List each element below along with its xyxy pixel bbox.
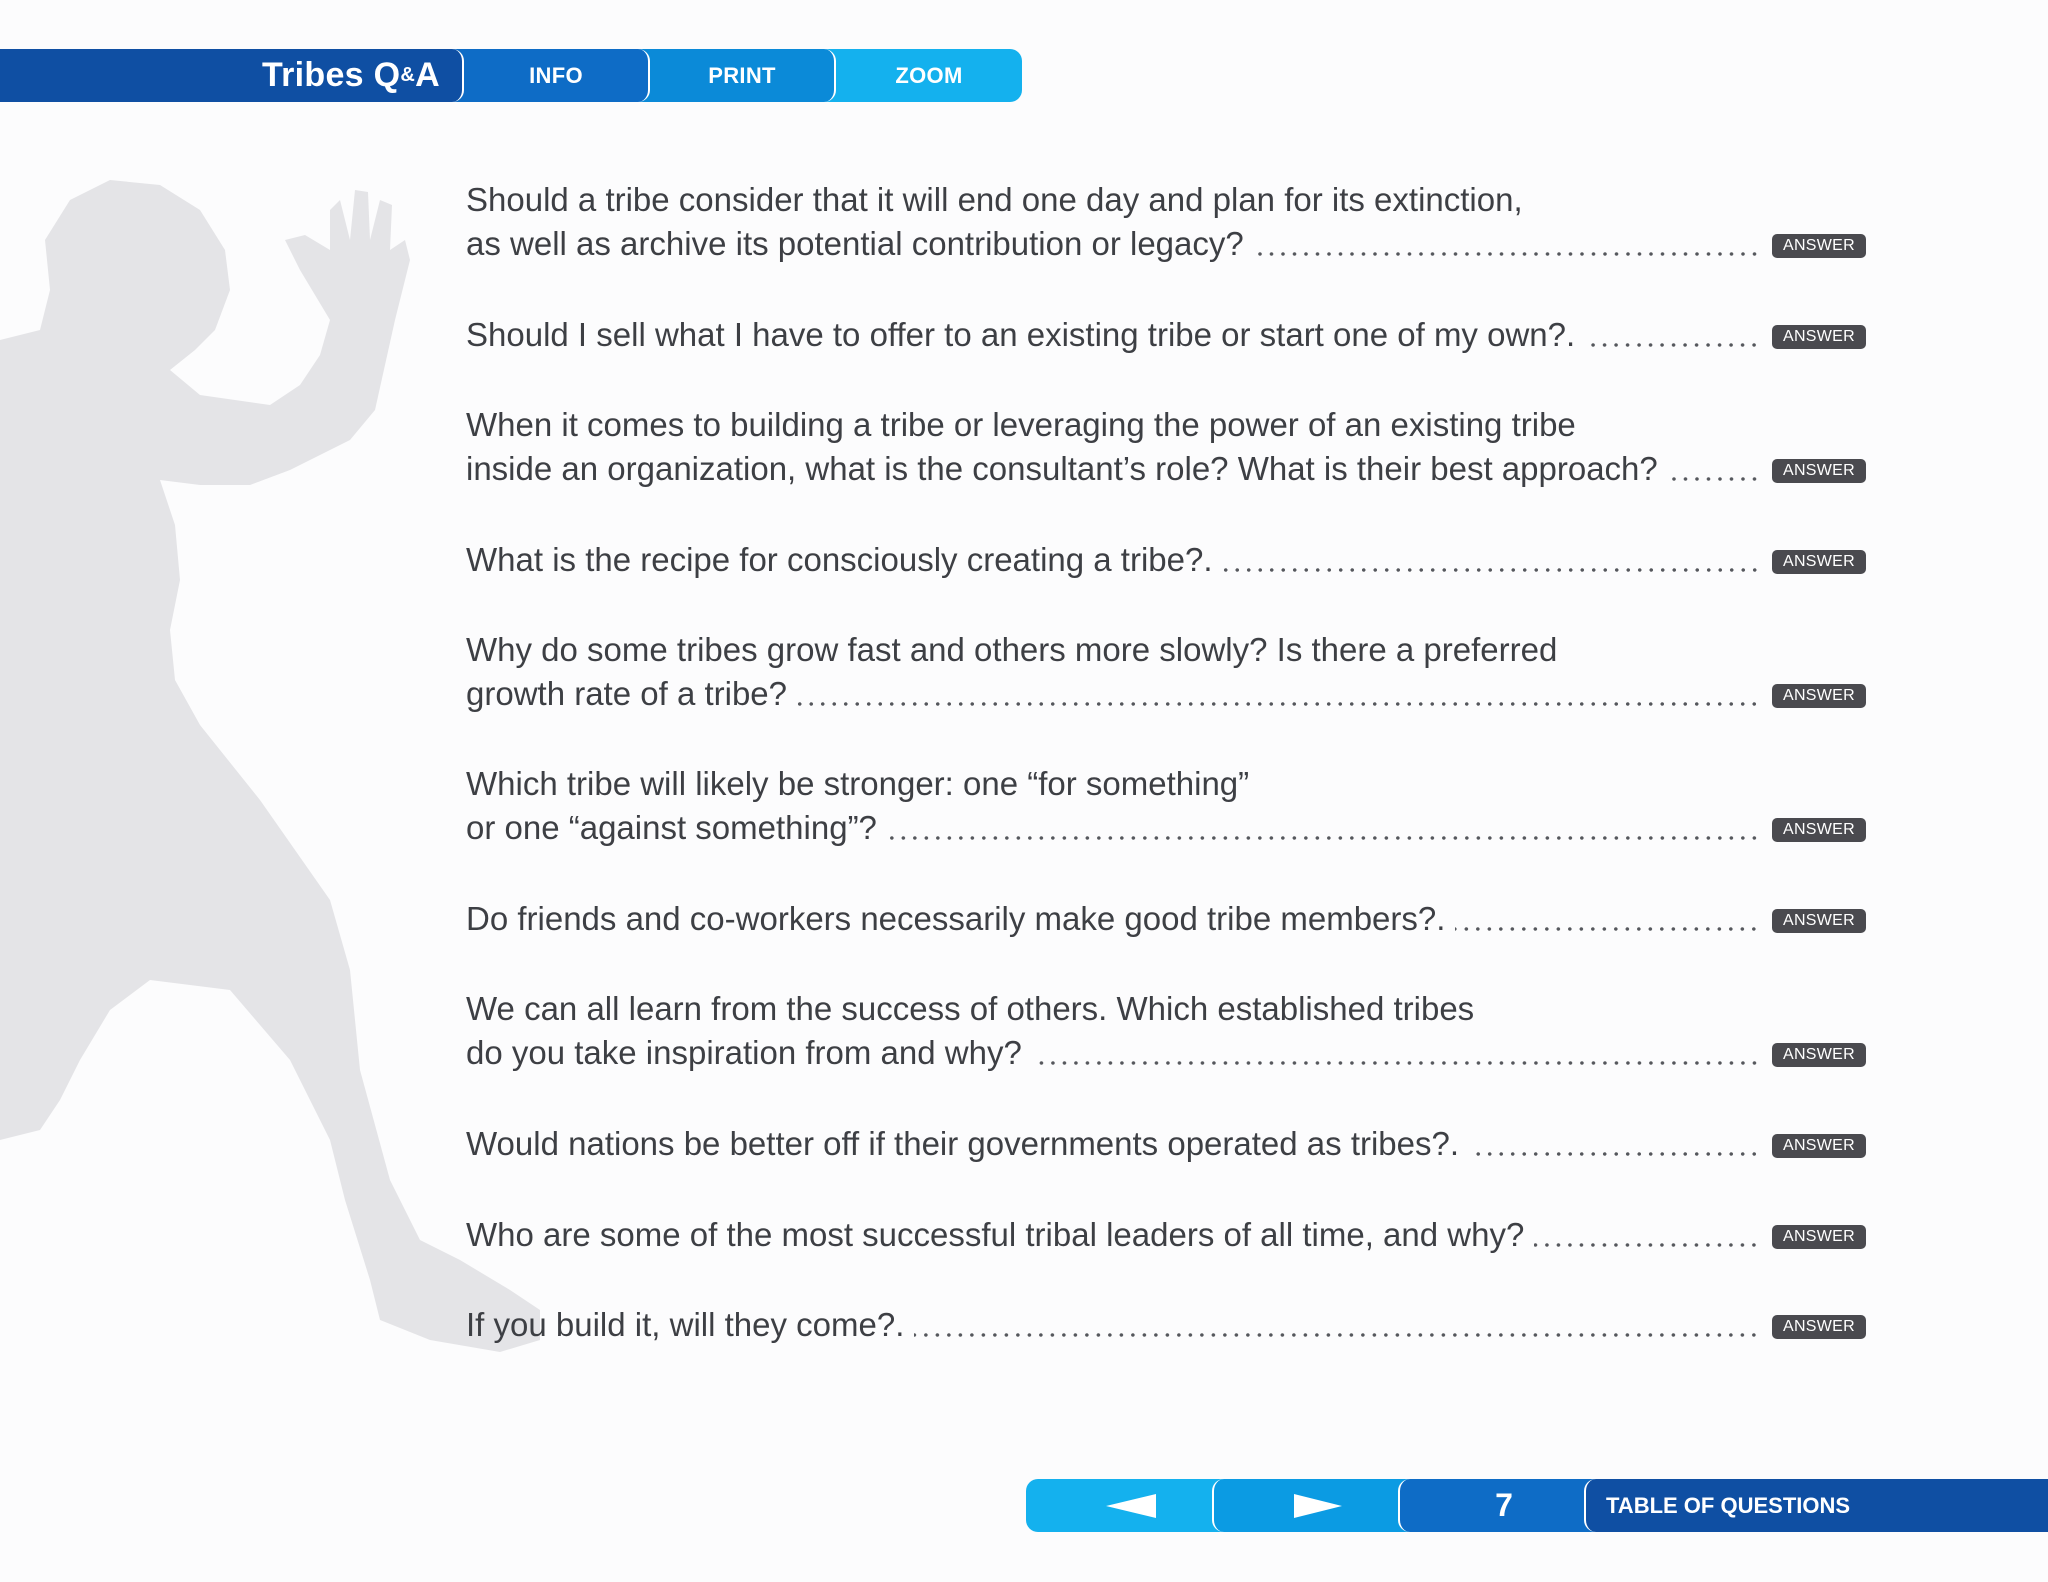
brand-title-end: A: [415, 56, 440, 94]
question-text-line: Would nations be better off if their governments operated as tribes?.: [466, 1125, 1460, 1162]
dot-leader: [1223, 568, 1760, 572]
question-item[interactable]: [466, 538, 1866, 582]
brand-title: [0, 49, 464, 102]
question-text-line: Should a tribe consider that it will end one day and plan for its extinction,: [466, 181, 1523, 218]
answer-button[interactable]: ANSWER: [1772, 1225, 1866, 1249]
brand-title-main: Tribes Q: [261, 56, 401, 94]
top-navigation: [0, 49, 1022, 102]
tab-info[interactable]: INFO: [440, 49, 650, 102]
answer-button[interactable]: ANSWER: [1772, 459, 1866, 483]
answer-button[interactable]: ANSWER: [1772, 909, 1866, 933]
question-item[interactable]: [466, 897, 1866, 941]
question-text-line: When it comes to building a tribe or leveraging the power of an existing tribe: [466, 406, 1576, 443]
question-item[interactable]: [466, 313, 1866, 357]
dot-leader: [914, 1333, 1760, 1337]
question-text-line: Why do some tribes grow fast and others more slowly? Is there a preferred: [466, 631, 1558, 668]
tab-zoom[interactable]: ZOOM: [812, 49, 1022, 102]
dot-leader: [797, 702, 1760, 706]
dot-leader: [887, 836, 1760, 840]
question-item[interactable]: [466, 1213, 1866, 1257]
question-text-line: What is the recipe for consciously creating a tribe?.: [466, 541, 1213, 578]
question-text-line: If you build it, will they come?.: [466, 1306, 905, 1343]
dot-leader: [1534, 1243, 1760, 1247]
dot-leader: [1469, 1152, 1760, 1156]
question-item[interactable]: [466, 1122, 1866, 1166]
table-of-questions-button[interactable]: TABLE OF QUESTIONS: [1584, 1479, 2048, 1532]
question-text-line: inside an organization, what is the consultant’s role? What is their best approach?: [466, 450, 1658, 487]
answer-button[interactable]: ANSWER: [1772, 818, 1866, 842]
answer-button[interactable]: ANSWER: [1772, 325, 1866, 349]
dot-leader: [1254, 252, 1760, 256]
question-item[interactable]: [466, 1303, 1866, 1347]
question-text-line: Should I sell what I have to offer to an existing tribe or start one of my own?.: [466, 316, 1576, 353]
tab-print[interactable]: PRINT: [626, 49, 836, 102]
question-item[interactable]: [466, 403, 1866, 491]
page-number: 7: [1398, 1479, 1608, 1532]
next-page-button[interactable]: [1212, 1479, 1422, 1532]
answer-button[interactable]: ANSWER: [1772, 1043, 1866, 1067]
dot-leader: [1032, 1061, 1760, 1065]
left-arrow-icon: [1106, 1494, 1156, 1518]
previous-page-button[interactable]: [1026, 1479, 1236, 1532]
question-text-line: do you take inspiration from and why?: [466, 1034, 1022, 1071]
question-item[interactable]: [466, 987, 1866, 1075]
question-text-line: growth rate of a tribe?: [466, 675, 788, 712]
dot-leader: [1585, 343, 1760, 347]
question-text-line: Which tribe will likely be stronger: one “for something”: [466, 765, 1250, 802]
answer-button[interactable]: ANSWER: [1772, 550, 1866, 574]
question-text-line: as well as archive its potential contribution or legacy?: [466, 225, 1244, 262]
question-item[interactable]: [466, 762, 1866, 850]
question-item[interactable]: [466, 178, 1866, 266]
brand-title-ampersand: &: [400, 64, 416, 86]
answer-button[interactable]: ANSWER: [1772, 234, 1866, 258]
bottom-navigation: [1026, 1479, 2048, 1532]
question-text-line: We can all learn from the success of others. Which established tribes: [466, 990, 1475, 1027]
dot-leader: [1668, 477, 1760, 481]
answer-button[interactable]: ANSWER: [1772, 684, 1866, 708]
question-text-line: or one “against something”?: [466, 809, 877, 846]
question-text-line: Do friends and co-workers necessarily make good tribe members?.: [466, 900, 1446, 937]
question-text-line: Who are some of the most successful tribal leaders of all time, and why?: [466, 1216, 1525, 1253]
answer-button[interactable]: ANSWER: [1772, 1134, 1866, 1158]
answer-button[interactable]: ANSWER: [1772, 1315, 1866, 1339]
dot-leader: [1455, 927, 1760, 931]
right-arrow-icon: [1294, 1494, 1342, 1518]
question-item[interactable]: [466, 628, 1866, 716]
